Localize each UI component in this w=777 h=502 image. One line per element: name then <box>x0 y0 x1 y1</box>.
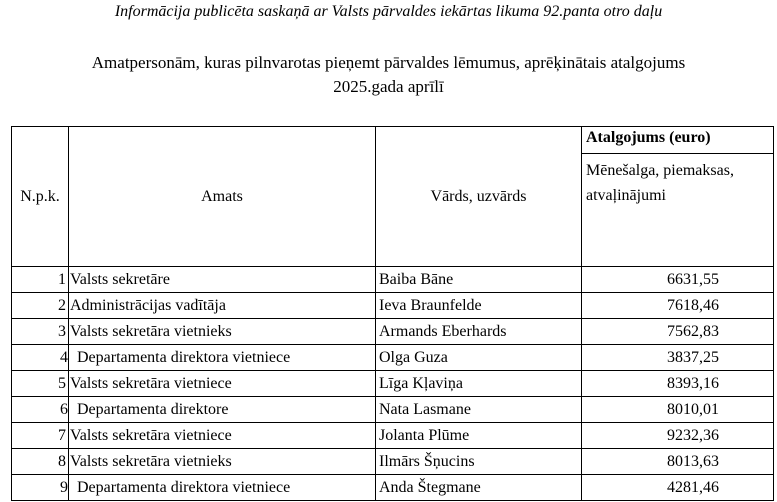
publication-note: Informācija publicēta saskaņā ar Valsts pārvaldes iekārtas likuma 92.panta otro daļu <box>114 3 663 20</box>
document-heading <box>0 51 777 99</box>
table-row <box>12 423 774 449</box>
row-number: 2 <box>12 293 69 319</box>
row-name: Ieva Braunfelde <box>376 293 582 319</box>
row-name: Armands Eberhards <box>376 319 582 345</box>
row-amount: 3837,25 <box>582 345 774 371</box>
table-row <box>12 449 774 475</box>
row-amount: 8010,01 <box>582 397 774 423</box>
table-row <box>12 293 774 319</box>
table-row <box>12 345 774 371</box>
table-row <box>12 475 774 501</box>
row-name: Baiba Bāne <box>376 267 582 293</box>
heading-line-1: Amatpersonām, kuras pilnvarotas pieņemt pārvaldes lēmumus, aprēķinātais atalgojums <box>91 53 686 72</box>
row-position: Valsts sekretāra vietniece <box>69 371 376 397</box>
row-number: 5 <box>12 371 69 397</box>
row-amount: 9232,36 <box>582 423 774 449</box>
table-row <box>12 267 774 293</box>
header-npk: N.p.k. <box>12 127 69 267</box>
row-position: Departamenta direktora vietniece <box>69 345 376 371</box>
row-position: Valsts sekretāra vietnieks <box>69 449 376 475</box>
row-number: 7 <box>12 423 69 449</box>
header-salary-subtitle: Mēnešalga, piemaksas, atvaļinājumi <box>582 154 774 267</box>
row-amount: 8393,16 <box>582 371 774 397</box>
row-number: 4 <box>12 345 69 371</box>
row-name: Līga Kļaviņa <box>376 371 582 397</box>
header-name: Vārds, uzvārds <box>376 127 582 267</box>
row-amount: 6631,55 <box>582 267 774 293</box>
row-position: Valsts sekretāra vietniece <box>69 423 376 449</box>
row-name: Ilmārs Šņucins <box>376 449 582 475</box>
header-position: Amats <box>69 127 376 267</box>
row-position: Departamenta direktore <box>69 397 376 423</box>
row-position: Administrācijas vadītāja <box>69 293 376 319</box>
row-name: Nata Lasmane <box>376 397 582 423</box>
header-salary-title: Atalgojums (euro) <box>582 127 774 154</box>
row-name: Olga Guza <box>376 345 582 371</box>
row-amount: 8013,63 <box>582 449 774 475</box>
row-position: Departamenta direktora vietniece <box>69 475 376 501</box>
row-name: Jolanta Plūme <box>376 423 582 449</box>
table-row <box>12 397 774 423</box>
row-amount: 4281,46 <box>582 475 774 501</box>
row-number: 8 <box>12 449 69 475</box>
row-number: 9 <box>12 475 69 501</box>
row-number: 1 <box>12 267 69 293</box>
row-position: Valsts sekretāre <box>69 267 376 293</box>
table-row <box>12 371 774 397</box>
salary-table <box>11 126 774 501</box>
row-number: 3 <box>12 319 69 345</box>
row-amount: 7562,83 <box>582 319 774 345</box>
row-amount: 7618,46 <box>582 293 774 319</box>
table-row <box>12 319 774 345</box>
heading-line-2: 2025.gada aprīlī <box>333 77 444 96</box>
row-position: Valsts sekretāra vietnieks <box>69 319 376 345</box>
row-name: Anda Štegmane <box>376 475 582 501</box>
row-number: 6 <box>12 397 69 423</box>
